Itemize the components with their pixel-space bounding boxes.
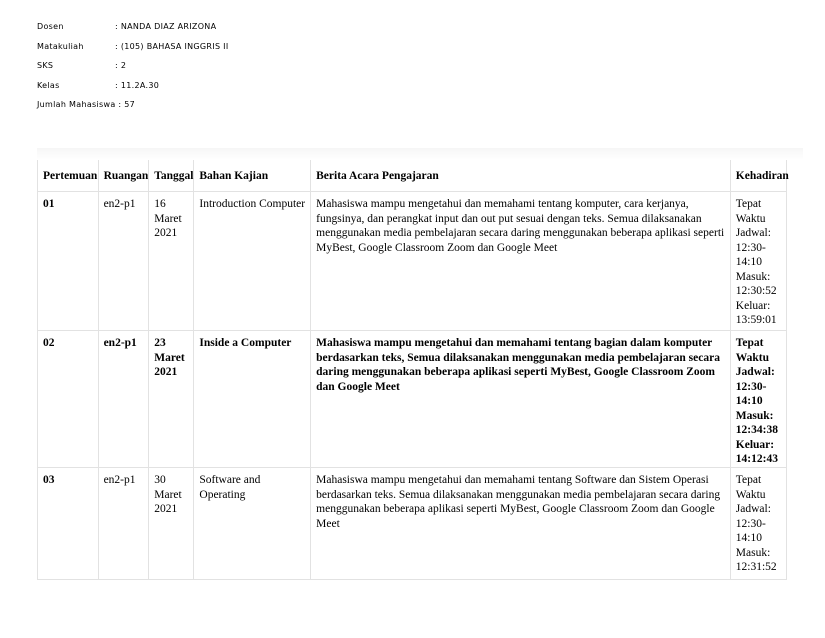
kelas-value: : 11.2A.30: [115, 80, 160, 90]
table-row: [38, 468, 787, 580]
cell-tanggal: 30 Maret 2021: [149, 468, 194, 580]
cell-tanggal: 16 Maret 2021: [149, 192, 194, 331]
jumlah-mahasiswa: Jumlah Mahasiswa : 57: [37, 100, 136, 109]
course-info: [37, 22, 229, 120]
attendance-table: [37, 160, 787, 580]
sks-label: SKS: [37, 61, 54, 70]
cell-berita-acara: Mahasiswa mampu mengetahui dan memahami tentang bagian dalam komputer berdasarkan teks, Semua dilaksanakan menggunakan media pembelajaran secara daring menggunakan beberapa aplikasi seperti MyBest, Google Classroom Zoom dan Google Meet: [311, 331, 731, 468]
cell-ruangan: en2-p1: [98, 192, 149, 331]
table-top-shade: [37, 148, 803, 160]
cell-pertemuan: 03: [38, 468, 99, 580]
header-tanggal: Tanggal: [149, 160, 194, 192]
cell-bahan-kajian: Inside a Computer: [194, 331, 311, 468]
table-row: [38, 192, 787, 331]
dosen-value: : NANDA DIAZ ARIZONA: [115, 22, 217, 31]
info-row-matakuliah: [37, 41, 229, 62]
table-header-row: [38, 160, 787, 192]
cell-kehadiran: Tepat Waktu Jadwal: 12:30-14:10 Masuk: 12:30:52 Keluar: 13:59:01: [730, 192, 786, 331]
dosen-label: Dosen: [37, 22, 64, 31]
info-row-kelas: [37, 80, 160, 101]
cell-berita-acara: Mahasiswa mampu mengetahui dan memahami tentang Software dan Sistem Operasi berdasarkan teks. Semua dilaksanakan menggunakan media pembelajaran secara daring menggunakan beberapa aplikasi seperti MyBest, Google Classroom Zoom dan Google Meet: [311, 468, 731, 580]
header-bahan-kajian: Bahan Kajian: [194, 160, 311, 192]
cell-bahan-kajian: Software and Operating: [194, 468, 311, 580]
cell-ruangan: en2-p1: [98, 331, 149, 468]
info-row-jumlah: [37, 100, 135, 120]
cell-ruangan: en2-p1: [98, 468, 149, 580]
header-pertemuan: Pertemuan: [38, 160, 99, 192]
cell-kehadiran: Tepat Waktu Jadwal: 12:30-14:10 Masuk: 12:34:38 Keluar: 14:12:43: [730, 331, 786, 468]
info-row-dosen: [37, 22, 217, 42]
kelas-label: Kelas: [37, 80, 60, 90]
header-ruangan: Ruangan: [98, 160, 149, 192]
matakuliah-label: Matakuliah: [37, 41, 84, 51]
cell-pertemuan: 01: [38, 192, 99, 331]
cell-pertemuan: 02: [38, 331, 99, 468]
info-row-sks: [37, 61, 135, 81]
cell-kehadiran: Tepat Waktu Jadwal: 12:30-14:10 Masuk: 12:31:52: [730, 468, 786, 580]
table-row: [38, 331, 787, 468]
sks-value: : 2: [115, 61, 127, 70]
matakuliah-value: : (105) BAHASA INGGRIS II: [115, 41, 229, 51]
cell-tanggal: 23 Maret 2021: [149, 331, 194, 468]
cell-berita-acara: Mahasiswa mampu mengetahui dan memahami tentang komputer, cara kerjanya, fungsinya, dan perangkat input dan out put sesuai dengan teks. Semua dilaksanakan menggunakan media pembelajaran secara daring menggunakan beberapa aplikasi seperti MyBest, Google Classroom Zoom dan Google Meet: [311, 192, 731, 331]
header-kehadiran: Kehadiran: [730, 160, 786, 192]
cell-bahan-kajian: Introduction Computer: [194, 192, 311, 331]
header-berita-acara: Berita Acara Pengajaran: [311, 160, 731, 192]
